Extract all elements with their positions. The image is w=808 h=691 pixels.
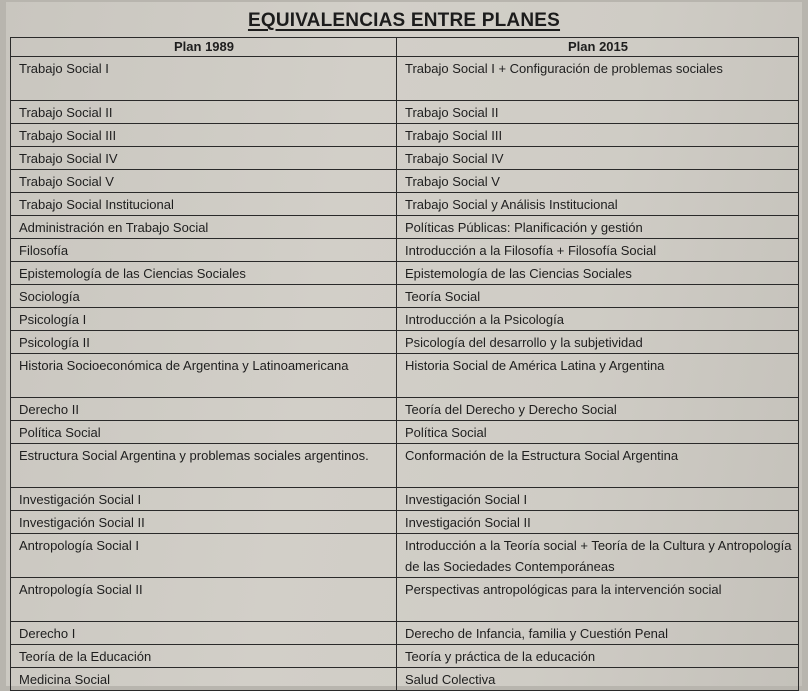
plan-1989-cell: Trabajo Social V bbox=[11, 170, 397, 193]
column-header-plan-1989: Plan 1989 bbox=[11, 38, 397, 57]
table-row bbox=[11, 645, 799, 668]
plan-1989-cell: Trabajo Social IV bbox=[11, 147, 397, 170]
document-page bbox=[6, 2, 802, 686]
plan-1989-cell: Medicina Social bbox=[11, 668, 397, 691]
plan-2015-cell: Trabajo Social III bbox=[397, 124, 799, 147]
plan-2015-cell: Teoría Social bbox=[397, 285, 799, 308]
plan-2015-cell: Introducción a la Psicología bbox=[397, 308, 799, 331]
plan-1989-cell: Investigación Social II bbox=[11, 511, 397, 534]
plan-2015-cell: Trabajo Social V bbox=[397, 170, 799, 193]
plan-2015-cell: Introducción a la Teoría social + Teoría de la Cultura y Antropología de las Sociedades Contemporáneas bbox=[397, 534, 799, 578]
table-row bbox=[11, 444, 799, 488]
plan-1989-cell: Antropología Social II bbox=[11, 578, 397, 622]
plan-1989-cell: Política Social bbox=[11, 421, 397, 444]
column-header-plan-2015: Plan 2015 bbox=[397, 38, 799, 57]
plan-2015-cell: Trabajo Social II bbox=[397, 101, 799, 124]
plan-2015-cell: Trabajo Social y Análisis Institucional bbox=[397, 193, 799, 216]
table-row bbox=[11, 124, 799, 147]
plan-1989-cell: Trabajo Social Institucional bbox=[11, 193, 397, 216]
plan-2015-cell: Política Social bbox=[397, 421, 799, 444]
plan-2015-cell: Teoría y práctica de la educación bbox=[397, 645, 799, 668]
plan-1989-cell: Investigación Social I bbox=[11, 488, 397, 511]
table-row bbox=[11, 147, 799, 170]
table-header-row bbox=[11, 38, 799, 57]
plan-1989-cell: Estructura Social Argentina y problemas sociales argentinos. bbox=[11, 444, 397, 488]
table-row bbox=[11, 216, 799, 239]
table-row bbox=[11, 488, 799, 511]
plan-2015-cell: Epistemología de las Ciencias Sociales bbox=[397, 262, 799, 285]
plan-2015-cell: Derecho de Infancia, familia y Cuestión Penal bbox=[397, 622, 799, 645]
table-row bbox=[11, 534, 799, 578]
table-row bbox=[11, 285, 799, 308]
table-row bbox=[11, 398, 799, 421]
table-row bbox=[11, 239, 799, 262]
equivalence-table bbox=[10, 37, 799, 691]
plan-1989-cell: Derecho I bbox=[11, 622, 397, 645]
table-row bbox=[11, 511, 799, 534]
plan-1989-cell: Trabajo Social I bbox=[11, 57, 397, 101]
plan-1989-cell: Psicología II bbox=[11, 331, 397, 354]
table-row bbox=[11, 331, 799, 354]
table-row bbox=[11, 170, 799, 193]
plan-2015-cell: Políticas Públicas: Planificación y gestión bbox=[397, 216, 799, 239]
plan-1989-cell: Trabajo Social III bbox=[11, 124, 397, 147]
plan-1989-cell: Antropología Social I bbox=[11, 534, 397, 578]
plan-1989-cell: Epistemología de las Ciencias Sociales bbox=[11, 262, 397, 285]
plan-1989-cell: Derecho II bbox=[11, 398, 397, 421]
plan-2015-cell: Trabajo Social I + Configuración de problemas sociales bbox=[397, 57, 799, 101]
table-row bbox=[11, 578, 799, 622]
plan-2015-cell: Investigación Social I bbox=[397, 488, 799, 511]
plan-2015-cell: Historia Social de América Latina y Argentina bbox=[397, 354, 799, 398]
table-row bbox=[11, 57, 799, 101]
plan-1989-cell: Historia Socioeconómica de Argentina y Latinoamericana bbox=[11, 354, 397, 398]
table-row bbox=[11, 101, 799, 124]
table-row bbox=[11, 308, 799, 331]
plan-1989-cell: Trabajo Social II bbox=[11, 101, 397, 124]
plan-2015-cell: Teoría del Derecho y Derecho Social bbox=[397, 398, 799, 421]
table-row bbox=[11, 193, 799, 216]
plan-2015-cell: Conformación de la Estructura Social Argentina bbox=[397, 444, 799, 488]
plan-2015-cell: Trabajo Social IV bbox=[397, 147, 799, 170]
plan-1989-cell: Psicología I bbox=[11, 308, 397, 331]
plan-2015-cell: Salud Colectiva bbox=[397, 668, 799, 691]
plan-1989-cell: Administración en Trabajo Social bbox=[11, 216, 397, 239]
table-row bbox=[11, 622, 799, 645]
page-title: EQUIVALENCIAS ENTRE PLANES bbox=[247, 10, 561, 31]
table-row bbox=[11, 421, 799, 444]
plan-1989-cell: Filosofía bbox=[11, 239, 397, 262]
plan-2015-cell: Introducción a la Filosofía + Filosofía Social bbox=[397, 239, 799, 262]
plan-1989-cell: Sociología bbox=[11, 285, 397, 308]
table-row bbox=[11, 262, 799, 285]
table-row bbox=[11, 354, 799, 398]
table-row bbox=[11, 668, 799, 691]
plan-1989-cell: Teoría de la Educación bbox=[11, 645, 397, 668]
plan-2015-cell: Perspectivas antropológicas para la intervención social bbox=[397, 578, 799, 622]
plan-2015-cell: Investigación Social II bbox=[397, 511, 799, 534]
plan-2015-cell: Psicología del desarrollo y la subjetividad bbox=[397, 331, 799, 354]
